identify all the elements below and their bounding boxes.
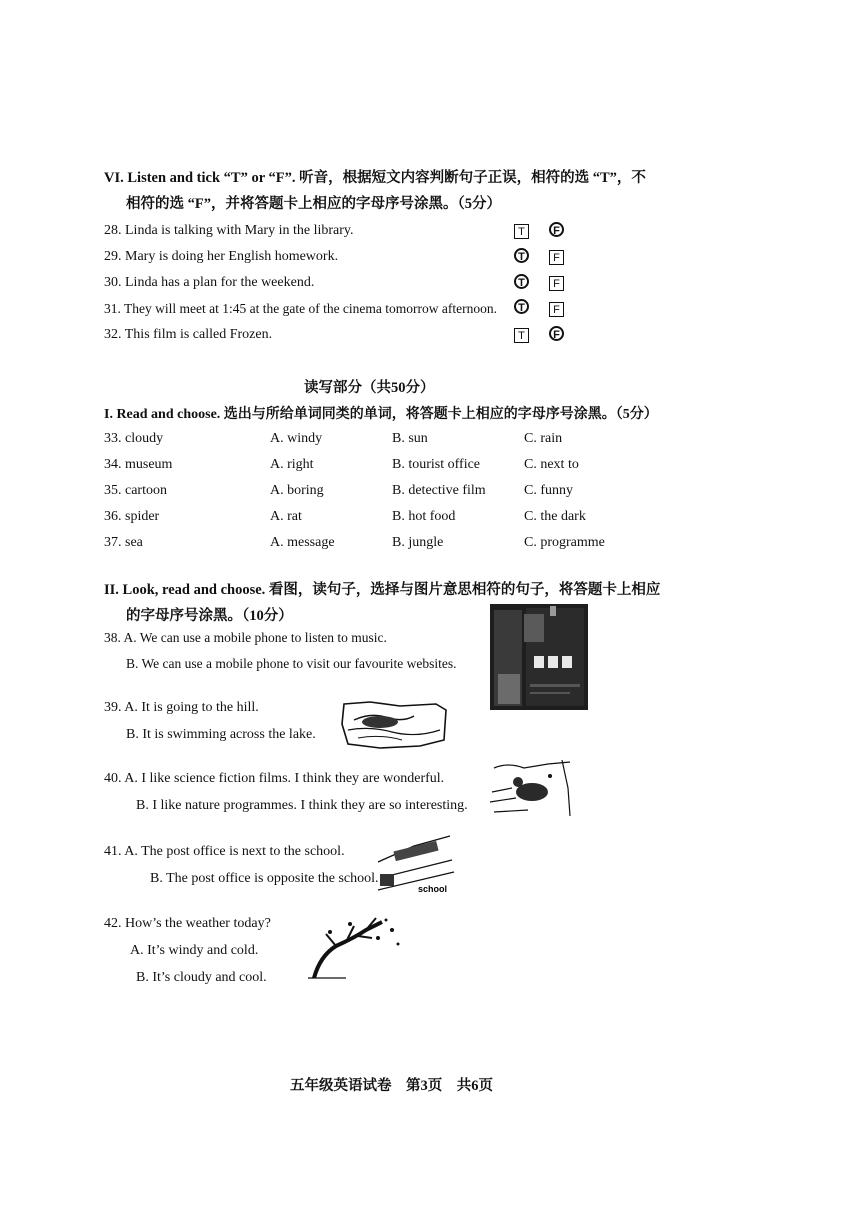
option-35-a[interactable]: A. boring <box>270 483 324 498</box>
option-f-28-marked[interactable]: F <box>549 222 564 237</box>
question-40-option-b[interactable]: B. I like nature programmes. I think they are so interesting. <box>136 798 468 813</box>
question-33: 33. cloudy <box>104 431 164 446</box>
street-school-picture <box>374 832 458 896</box>
question-30: 30. Linda has a plan for the weekend. <box>104 275 315 290</box>
option-37-a[interactable]: A. message <box>270 535 335 550</box>
section-vi-title-line1: VI. Listen and tick “T” or “F”. 听音，根据短文内容判断句子正误，相符的选 “T”，不 <box>104 170 646 186</box>
section-vi-title-line2: 相符的选 “F”，并将答题卡上相应的字母序号涂黑。（5分） <box>126 196 501 212</box>
question-39-option-a[interactable]: 39. A. It is going to the hill. <box>104 700 259 715</box>
question-28: 28. Linda is talking with Mary in the library. <box>104 223 354 238</box>
option-33-c[interactable]: C. rain <box>524 431 563 446</box>
question-41-option-b[interactable]: B. The post office is opposite the school. <box>150 871 379 886</box>
writing-part-title: 读写部分（共50分） <box>304 380 435 396</box>
option-35-c[interactable]: C. funny <box>524 483 573 498</box>
section-ii-title-line1: II. Look, read and choose. 看图，读句子，选择与图片意思相符的句子，将答题卡上相应 <box>104 582 661 598</box>
option-33-a[interactable]: A. windy <box>270 431 323 446</box>
question-34: 34. museum <box>104 457 173 472</box>
option-37-c[interactable]: C. programme <box>524 535 605 550</box>
option-t-30-marked[interactable]: T <box>514 274 529 289</box>
lake-swimming-picture <box>340 700 450 750</box>
question-31: 31. They will meet at 1:45 at the gate of the cinema tomorrow afternoon. <box>104 301 498 316</box>
page-footer: 五年级英语试卷 第3页 共6页 <box>290 1078 493 1094</box>
question-29: 29. Mary is doing her English homework. <box>104 249 339 264</box>
question-32: 32. This film is called Frozen. <box>104 327 273 342</box>
school-sign-label: school <box>418 884 448 894</box>
question-37: 37. sea <box>104 535 143 550</box>
section-i-title: I. Read and choose. 选出与所给单词同类的单词，将答题卡上相应的字母序号涂黑。（5分） <box>104 407 658 422</box>
question-35: 35. cartoon <box>104 483 167 498</box>
question-38-option-b[interactable]: B. We can use a mobile phone to visit our favourite websites. <box>126 656 457 671</box>
question-36: 36. spider <box>104 509 160 524</box>
option-36-b[interactable]: B. hot food <box>392 509 456 524</box>
windy-tree-picture <box>306 916 406 980</box>
option-35-b[interactable]: B. detective film <box>392 483 486 498</box>
option-34-c[interactable]: C. next to <box>524 457 579 472</box>
question-42-prompt: 42. How’s the weather today? <box>104 916 271 931</box>
option-t-31-marked[interactable]: T <box>514 299 529 314</box>
question-41-option-a[interactable]: 41. A. The post office is next to the school. <box>104 844 345 859</box>
question-39-option-b[interactable]: B. It is swimming across the lake. <box>126 727 316 742</box>
option-f-29[interactable]: F <box>549 250 564 265</box>
question-42-option-a[interactable]: A. It’s windy and cold. <box>130 943 259 958</box>
question-42-option-b[interactable]: B. It’s cloudy and cool. <box>136 970 267 985</box>
nature-programme-picture <box>488 758 574 820</box>
option-33-b[interactable]: B. sun <box>392 431 428 446</box>
option-t-28[interactable]: T <box>514 224 529 239</box>
option-36-c[interactable]: C. the dark <box>524 509 586 524</box>
question-38-option-a[interactable]: 38. A. We can use a mobile phone to listen to music. <box>104 630 387 645</box>
option-t-29-marked[interactable]: T <box>514 248 529 263</box>
section-ii-title-line2: 的字母序号涂黑。（10分） <box>126 608 293 624</box>
option-t-32[interactable]: T <box>514 328 529 343</box>
option-34-b[interactable]: B. tourist office <box>392 457 481 472</box>
mobile-phone-picture <box>490 604 588 710</box>
option-36-a[interactable]: A. rat <box>270 509 302 524</box>
option-34-a[interactable]: A. right <box>270 457 314 472</box>
option-f-31[interactable]: F <box>549 302 564 317</box>
question-40-option-a[interactable]: 40. A. I like science fiction films. I think they are wonderful. <box>104 771 445 786</box>
option-f-30[interactable]: F <box>549 276 564 291</box>
option-f-32-marked[interactable]: F <box>549 326 564 341</box>
option-37-b[interactable]: B. jungle <box>392 535 444 550</box>
